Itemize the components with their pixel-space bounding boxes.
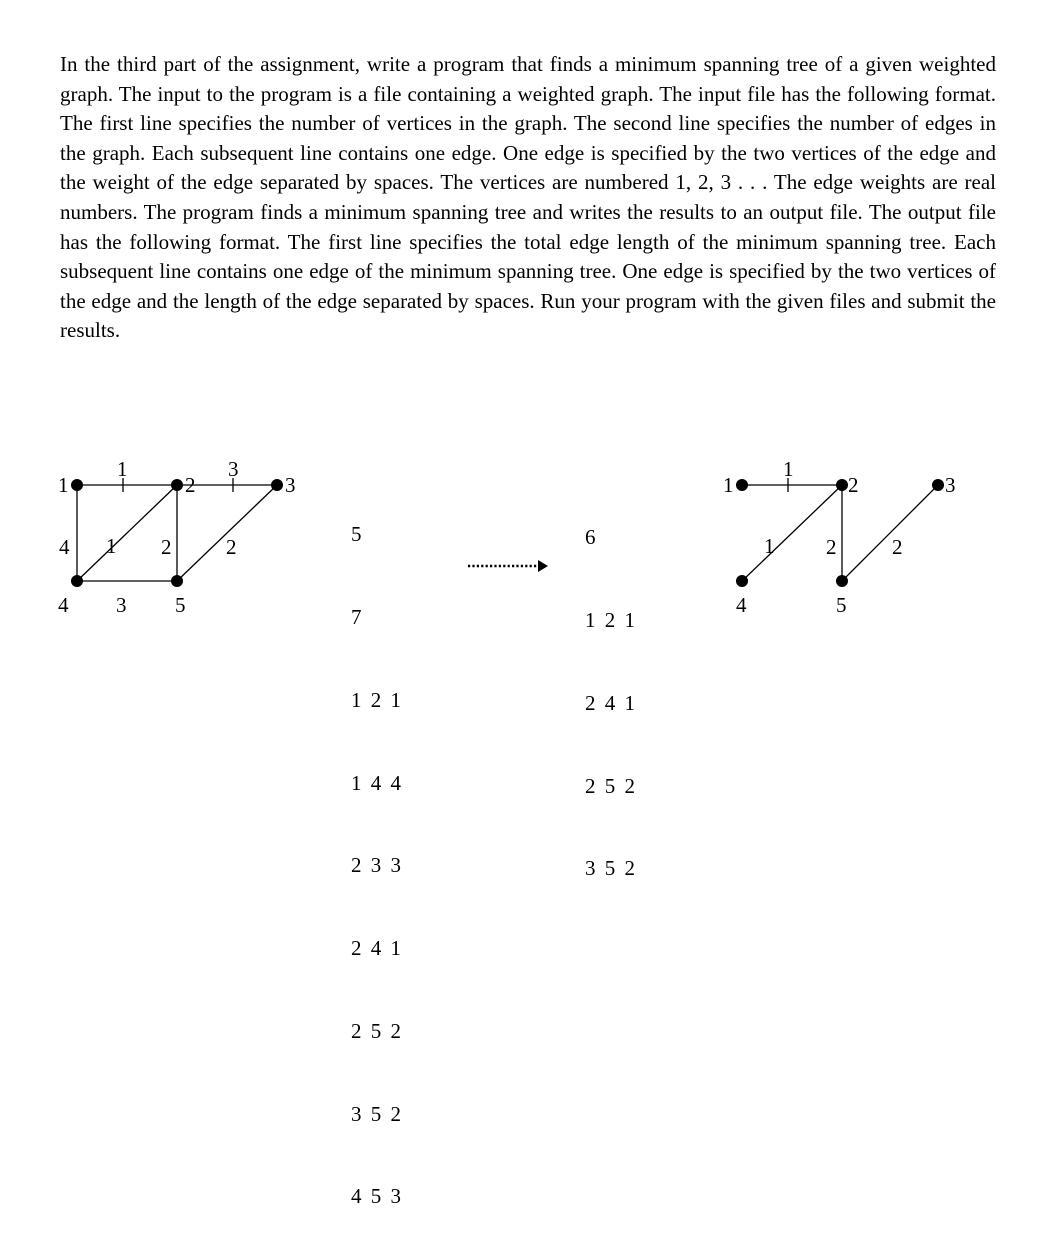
output-line: 2 5 2 <box>585 773 635 798</box>
vertex-label: 1 <box>58 473 69 497</box>
vertex-dot <box>71 575 83 587</box>
edge-weight: 2 <box>161 535 172 559</box>
input-line: 3 5 2 <box>351 1101 401 1126</box>
output-file-listing <box>585 469 635 911</box>
output-line: 3 5 2 <box>585 856 635 881</box>
input-line: 4 5 3 <box>351 1184 401 1209</box>
edge-weight: 1 <box>106 534 117 558</box>
vertex-dot <box>932 479 944 491</box>
input-file-listing <box>351 466 401 1239</box>
vertex-dot <box>736 479 748 491</box>
edge-weight: 1 <box>117 457 128 481</box>
output-line: 6 <box>585 525 596 550</box>
vertex-dot <box>736 575 748 587</box>
vertex-dot <box>836 479 848 491</box>
input-line: 1 2 1 <box>351 687 401 712</box>
vertex-dot <box>836 575 848 587</box>
output-line: 1 2 1 <box>585 607 635 632</box>
edge-weight: 2 <box>892 535 903 559</box>
vertex-dot <box>171 575 183 587</box>
edge-weight: 3 <box>116 593 127 617</box>
output-line: 2 4 1 <box>585 690 635 715</box>
vertex-label: 2 <box>848 473 859 497</box>
edge-weight: 3 <box>228 457 239 481</box>
input-line: 2 4 1 <box>351 936 401 961</box>
input-line: 7 <box>351 604 362 629</box>
vertex-label: 3 <box>945 473 956 497</box>
vertex-label: 5 <box>175 593 186 617</box>
vertex-label: 4 <box>58 593 69 617</box>
edge-weight: 1 <box>783 457 794 481</box>
vertex-dot <box>271 479 283 491</box>
input-line: 1 4 4 <box>351 770 401 795</box>
input-line: 2 3 3 <box>351 853 401 878</box>
vertex-label: 3 <box>285 473 296 497</box>
input-line: 5 <box>351 522 362 547</box>
vertex-dot <box>171 479 183 491</box>
edge-weight: 1 <box>764 534 775 558</box>
edge-weight: 2 <box>826 535 837 559</box>
vertex-dot <box>71 479 83 491</box>
tree-graph <box>723 457 956 617</box>
edge-weight: 4 <box>59 535 70 559</box>
vertex-label: 1 <box>723 473 734 497</box>
assignment-paragraph: In the third part of the assignment, write a program that finds a minimum spanning tree of a given weighted graph. The input to the program is a file containing a weighted graph. The input file has the following format. The first line specifies the number of vertices in the graph. The second line specifies the number of edges in the graph. Each subsequent line contains one edge. One edge is specified by the two vertices of the edge and the weight of the edge separated by spaces. The vertices are numbered 1, 2, 3 . . . The edge weights are real numbers. The program finds a minimum spanning tree and writes the results to an output file. The output file has the following format. The first line specifies the total edge length of the minimum spanning tree. Each subsequent line contains one edge of the minimum spanning tree. One edge is specified by the two vertices of the edge and the length of the edge separated by spaces. Run your program with the given files and submit the results. <box>60 52 996 343</box>
vertex-label: 5 <box>836 593 847 617</box>
vertex-label: 2 <box>185 473 196 497</box>
input-graph <box>58 457 296 617</box>
arrow <box>468 560 548 572</box>
input-line: 2 5 2 <box>351 1018 401 1043</box>
vertex-label: 4 <box>736 593 747 617</box>
edge-weight: 2 <box>226 535 237 559</box>
